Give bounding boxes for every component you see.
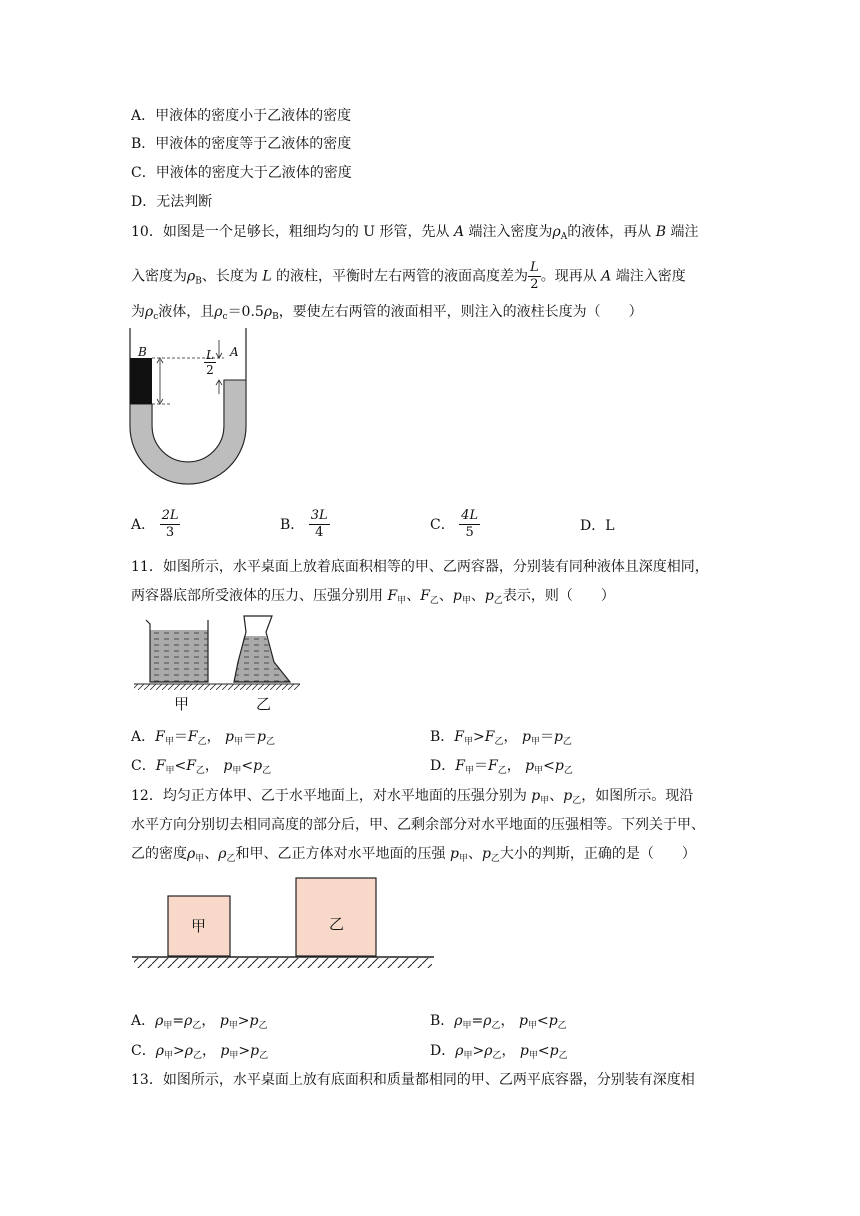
fraction-l-over-2: $\frac{L}{2}$ [530, 260, 539, 292]
q10-line-3: 为$\rho_c$液体，且$\rho_c=0.5\rho_B$，要使左右两管的液面相平，则注入的液柱长度为（ ） [131, 304, 643, 322]
q10-line-2: 入密度为$\rho_B$、长度为 L 的液柱，平衡时左右两管的液面高度差为 $\frac{L}{2}$ 。现再从 A 端注入密度 [131, 260, 686, 292]
container-label-yi: 乙 [256, 695, 272, 713]
containers-figure [132, 612, 302, 692]
label-a: A [230, 345, 239, 359]
q12-option-d: D．$\rho_甲>\rho_乙$， $p_甲<p_乙$ [430, 1043, 568, 1061]
q13-line-1: 13．如图所示，水平桌面上放有底面积和质量都相同的甲、乙两平底容器，分别装有深度相 [131, 1072, 695, 1088]
label-l-over-2: $\frac{L}{2}$ [206, 348, 214, 377]
q12-option-b: B．$\rho_甲=\rho_乙$， $p_甲<p_乙$ [430, 1013, 567, 1031]
q11-option-d: D．$F_甲=F_乙$， $p_甲<p_乙$ [430, 758, 573, 776]
container-yi-liquid [234, 636, 290, 682]
q12-line-1: 12．均匀正方体甲、乙于水平地面上，对水平地面的压强分别为 $p_甲$、$p_乙$，如图所示。现沿 [131, 788, 694, 806]
q10-option-a: A． $\frac{2L}{3}$ [131, 508, 179, 540]
q9-option-a: A．甲液体的密度小于乙液体的密度 [131, 108, 352, 124]
q12-line-2: 水平方向分别切去相同高度的部分后，甲、乙剩余部分对水平地面的压强相等。下列关于甲、 [131, 817, 705, 833]
q11-option-a: A．$F_甲=F_乙$， $p_甲=p_乙$ [131, 729, 276, 747]
q12-option-a: A．$\rho_甲=\rho_乙$， $p_甲>p_乙$ [131, 1013, 268, 1031]
label-l: L [141, 373, 149, 387]
container-label-jia: 甲 [174, 695, 190, 713]
q10-option-c: C． $\frac{4L}{5}$ [430, 508, 479, 540]
q11-line-1: 11．如图所示，水平桌面上放着底面积相等的甲、乙两容器，分别装有同种液体且深度相同， [131, 559, 709, 575]
q12-line-3: 乙的密度$\rho_甲$、$\rho_乙$和甲、乙正方体对水平地面的压强 $p_甲$、$p_乙$大小的判斯，正确的是（ ） [131, 846, 696, 864]
q10-option-d: D．L [580, 518, 615, 534]
cube-label-yi: 乙 [329, 915, 345, 933]
cubes-figure [132, 874, 434, 970]
q11-option-b: B．$F_甲>F_乙$， $p_甲=p_乙$ [430, 729, 572, 747]
q12-option-c: C．$\rho_甲>\rho_乙$， $p_甲>p_乙$ [131, 1043, 269, 1061]
cube-label-jia: 甲 [191, 917, 207, 935]
q9-option-d: D．无法判断 [131, 194, 213, 210]
q10-line-1: 10．如图是一个足够长，粗细均匀的 U 形管，先从 A 端注入密度为$\rho_A$的液体，再从 B 端注 [131, 224, 699, 242]
label-b: B [138, 345, 147, 359]
q10-option-b: B． $\frac{3L}{4}$ [280, 508, 328, 540]
container-jia-liquid [150, 630, 208, 682]
q9-option-b: B．甲液体的密度等于乙液体的密度 [131, 136, 352, 152]
q9-option-c: C．甲液体的密度大于乙液体的密度 [131, 165, 352, 181]
q11-line-2: 两容器底部所受液体的压力、压强分别用 $F_甲$、$F_乙$、$p_甲$、$p_乙$表示，则（ ） [131, 588, 615, 606]
q11-option-c: C．$F_甲<F_乙$， $p_甲<p_乙$ [131, 758, 272, 776]
